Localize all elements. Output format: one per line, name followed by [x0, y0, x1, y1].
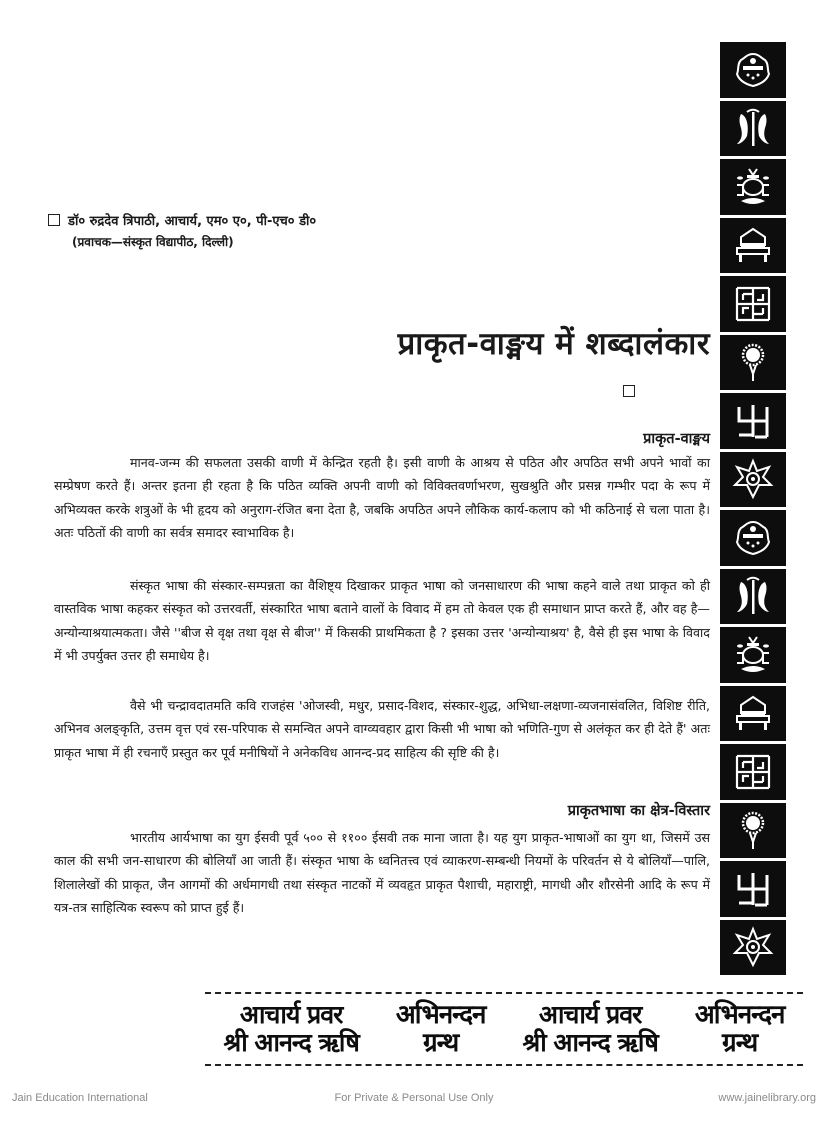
square-bullet-icon — [48, 214, 60, 226]
swastika-icon — [720, 393, 786, 449]
banner-text: अभिनन्दन — [694, 1000, 785, 1030]
bhadrasana-throne-icon — [720, 686, 786, 742]
paragraph: वैसे भी चन्द्रावदातमति कवि राजहंस 'ओजस्वी, मधुर, प्रसाद-विशद, संस्कार-शुद्ध, अभिधा-लक्षणा-व्यजनासंवलित, विशिष्ट रीति, अभिनव अलङ्कृति, उत्तम वृत्त एवं रस-परिपाक से समन्वित अपने वाग्व्यवहार द्वारा किसी भी भाषा को भणिति-गुण से अलंकृत कर ही देते हैं' अतः प्राकृत भाषा में ही रचनाएँ प्रस्तुत कर पूर्व मनीषियों ने अनेकविध आनन्द-प्रद साहित्य की सृष्टि की है। — [54, 698, 710, 760]
footer-usage-note: For Private & Personal Use Only — [334, 1092, 494, 1104]
footer-website-link[interactable]: www.jainelibrary.org — [718, 1092, 816, 1104]
srivatsa-star-icon — [720, 452, 786, 508]
banner-text: ग्रन्थ — [722, 1028, 758, 1058]
fish-pair-icon — [720, 569, 786, 625]
banner-text: आचार्य प्रवर — [538, 1000, 642, 1029]
fish-pair-icon — [720, 101, 786, 157]
banner-block-left — [523, 1001, 658, 1057]
footer-publisher: Jain Education International — [12, 1092, 148, 1104]
darpan-mirror-icon — [720, 803, 786, 859]
section-heading: प्राकृत-वाङ्मय — [643, 431, 710, 447]
decorative-border — [720, 42, 786, 975]
article-title: प्राकृत-वाङ्मय में शब्दालंकार — [397, 326, 710, 362]
paragraph: संस्कृत भाषा की संस्कार-सम्पन्नता का वैशिष्ट्य दिखाकर प्राकृत भाषा को जनसाधारण की भाषा कहने वाले तथा प्राकृत को ही वास्तविक भाषा कहकर संस्कृत को उत्तरवर्ती, संस्कारित भाषा बताने वालों के विवाद में हम तो केवल एक ही समाधान प्राप्त करते हैं, और वह है—अन्योन्याश्रयात्मकता। जैसे ''बीज से वृक्ष तथा वृक्ष से बीज'' में किसकी प्राथमिकता है ? इसका उत्तर 'अन्योन्याश्रय' है, वैसे ही इस भाषा के विवाद में भी उपर्युक्त उत्तर ही समाधेय है। — [54, 578, 710, 664]
nandyavarta-icon — [720, 276, 786, 332]
felicitation-banner — [205, 992, 803, 1066]
section-heading: प्राकृतभाषा का क्षेत्र-विस्तार — [567, 803, 710, 819]
mangal-kalash-face-icon — [720, 42, 786, 98]
purna-kalash-icon — [720, 627, 786, 683]
author-name: डॉ० रुद्रदेव त्रिपाठी, आचार्य, एम० ए०, पी-एच० डी० — [68, 214, 317, 229]
page-footer — [0, 1092, 828, 1108]
square-ornament-icon — [623, 385, 635, 397]
mangal-kalash-face-icon — [720, 510, 786, 566]
banner-block-left — [224, 1001, 359, 1057]
banner-text: श्री आनन्द ऋषि — [223, 1028, 359, 1057]
paragraph: मानव-जन्म की सफलता उसकी वाणी में केन्द्रित रहती है। इसी वाणी के आश्रय से पठित और अपठित सभी अपने भावों का सम्प्रेषण करते हैं। अन्तर इतना ही रहता है कि पठित व्यक्ति अपनी वाणी को विविक्तवर्णाभरण, सुखश्रुति और प्रसन्न गम्भीर पदा के रूप में अभिव्यक्त करके शत्रुओं के भी हृदय को अनुराग-रंजित बना देता है, जबकि अपठित अपने लौकिक कार्य-कलाप को भी कठिनाई से चला पाता है। अतः पठितों की वाणी का सर्वत्र समादर स्वाभाविक है। — [54, 455, 710, 541]
banner-block-right — [695, 1001, 785, 1057]
purna-kalash-icon — [720, 159, 786, 215]
banner-block-right — [396, 1001, 486, 1057]
paragraph: भारतीय आर्यभाषा का युग ईसवी पूर्व ५०० से ११०० ईसवी तक माना जाता है। यह युग प्राकृत-भाषाओं का युग था, जिसमें उस काल की सभी जन-साधारण की बोलियाँ आ जाती हैं। संस्कृत भाषा के ध्वनितत्त्व एवं व्याकरण-सम्बन्धी नियमों के परिवर्तन से ये बोलियाँ—पालि, शिलालेखों की प्राकृत, जैन आगमों की अर्धमागधी तथा संस्कृत नाटकों में व्यवहृत प्राकृत पैशाची, महाराष्ट्री, मागधी और शौरसेनी आदि के रूप में यत्र-तत्र साहित्यिक स्वरूप को प्राप्त हुई हैं। — [54, 830, 710, 916]
swastika-icon — [720, 861, 786, 917]
bhadrasana-throne-icon — [720, 218, 786, 274]
darpan-mirror-icon — [720, 335, 786, 391]
srivatsa-star-icon — [720, 920, 786, 976]
author-block — [48, 212, 648, 252]
banner-text: श्री आनन्द ऋषि — [522, 1028, 658, 1057]
banner-text: अभिनन्दन — [395, 1000, 486, 1030]
banner-text: ग्रन्थ — [423, 1028, 459, 1058]
nandyavarta-icon — [720, 744, 786, 800]
banner-text: आचार्य प्रवर — [239, 1000, 343, 1029]
author-affiliation: (प्रवाचक—संस्कृत विद्यापीठ, दिल्ली) — [72, 235, 234, 249]
